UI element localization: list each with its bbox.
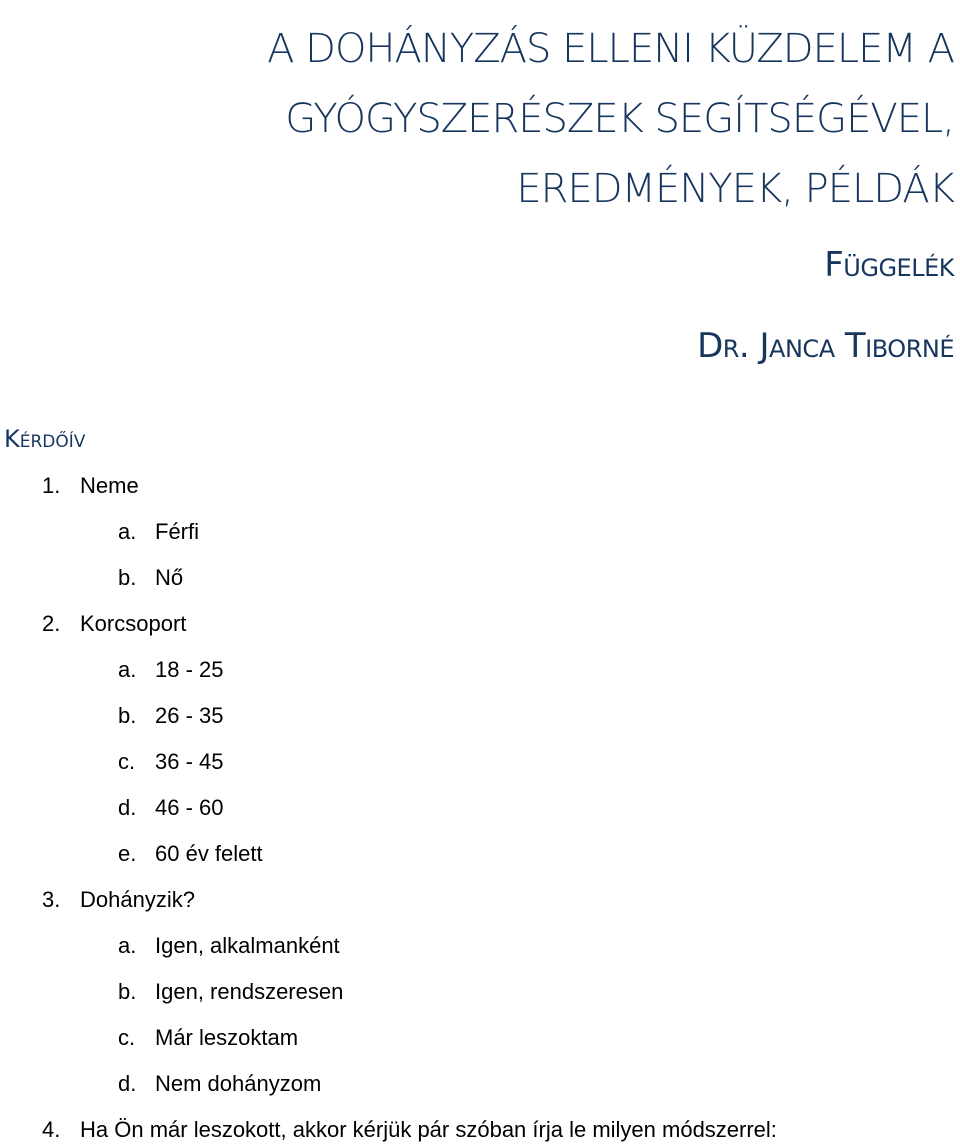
question-number: 1. bbox=[42, 473, 61, 498]
question-row bbox=[0, 877, 960, 923]
author-name: Dr. Janca Tiborné bbox=[697, 326, 954, 366]
option-text: 46 - 60 bbox=[155, 795, 224, 820]
option-letter: a. bbox=[118, 519, 137, 544]
title-line-2: GYÓGYSZERÉSZEK SEGÍTSÉGÉVEL, bbox=[285, 96, 954, 142]
question-number: 2. bbox=[42, 611, 61, 636]
option-letter: a. bbox=[118, 933, 137, 958]
question-row bbox=[0, 463, 960, 509]
option-row bbox=[0, 647, 960, 693]
option-letter: e. bbox=[118, 841, 137, 866]
question-text: Neme bbox=[80, 473, 139, 498]
option-text: 60 év felett bbox=[155, 841, 263, 866]
option-text: Igen, rendszeresen bbox=[155, 979, 344, 1004]
option-row bbox=[0, 969, 960, 1015]
option-row bbox=[0, 923, 960, 969]
option-row bbox=[0, 1015, 960, 1061]
option-row bbox=[0, 509, 960, 555]
option-letter: b. bbox=[118, 979, 137, 1004]
option-text: Férfi bbox=[155, 519, 199, 544]
question-text: Ha Ön már leszokott, akkor kérjük pár szóban írja le milyen módszerrel: bbox=[80, 1117, 777, 1142]
question-number: 4. bbox=[42, 1117, 61, 1142]
option-text: Igen, alkalmanként bbox=[155, 933, 340, 958]
option-letter: c. bbox=[118, 749, 136, 774]
appendix-label: Függelék bbox=[824, 245, 954, 285]
question-row bbox=[0, 1107, 960, 1145]
option-text: 26 - 35 bbox=[155, 703, 224, 728]
option-row bbox=[0, 1061, 960, 1107]
questionnaire bbox=[0, 463, 960, 1145]
option-letter: b. bbox=[118, 703, 137, 728]
question-number: 3. bbox=[42, 887, 61, 912]
option-letter: a. bbox=[118, 657, 137, 682]
option-row bbox=[0, 831, 960, 877]
option-row bbox=[0, 555, 960, 601]
option-letter: c. bbox=[118, 1025, 136, 1050]
option-text: Már leszoktam bbox=[155, 1025, 299, 1050]
option-text: 36 - 45 bbox=[155, 749, 224, 774]
option-text: Nem dohányzom bbox=[155, 1071, 322, 1096]
option-row bbox=[0, 739, 960, 785]
question-row bbox=[0, 601, 960, 647]
option-letter: d. bbox=[118, 1071, 137, 1096]
option-text: Nő bbox=[155, 565, 184, 590]
document-title bbox=[54, 14, 954, 224]
option-row bbox=[0, 785, 960, 831]
option-text: 18 - 25 bbox=[155, 657, 224, 682]
section-heading: Kérdőív bbox=[4, 425, 86, 453]
option-row bbox=[0, 693, 960, 739]
option-letter: d. bbox=[118, 795, 137, 820]
question-text: Korcsoport bbox=[80, 611, 187, 636]
title-line-3: EREDMÉNYEK, PÉLDÁK bbox=[516, 166, 954, 212]
question-text: Dohányzik? bbox=[80, 887, 195, 912]
option-letter: b. bbox=[118, 565, 137, 590]
title-line-1: A DOHÁNYZÁS ELLENI KÜZDELEM A bbox=[267, 26, 954, 72]
